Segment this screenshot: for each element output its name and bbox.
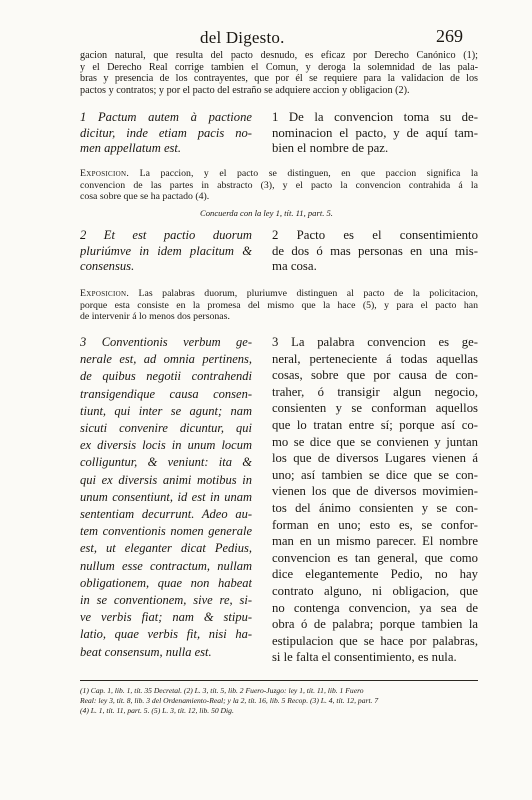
spanish-line: tos del ánimo consienten y se con- xyxy=(272,500,478,515)
latin-line: est, ut eleganter dicat Pedius, xyxy=(80,541,252,556)
spanish-line: uno; así tambien se dice que se con- xyxy=(272,467,478,482)
latin-line: ve verbis fiat; nam & stipu- xyxy=(80,610,252,625)
latin-line: 2 Et est pactio duorum xyxy=(80,228,252,242)
latin-text-3 xyxy=(80,334,252,661)
footnote-line: (1) Cap. 1, lib. 1, tít. 35 Decretal. (2) L. 3, tít. 5, lib. 2 Fuero-Juzgo: ley 1, tít. 11, lib. 1 Fuero xyxy=(80,686,364,695)
page-header xyxy=(0,26,532,52)
latin-line: sicuti convenire dicuntur, qui xyxy=(80,421,252,436)
spanish-text-1 xyxy=(272,110,478,157)
latin-line: 1 Pactum autem à pactione xyxy=(80,110,252,124)
latin-line: nerale est, ad omnia pertinens, xyxy=(80,352,252,367)
spanish-text-3 xyxy=(272,334,478,666)
exposicion-label: Exposicion. xyxy=(80,288,130,299)
exposicion-text: porque esta consiste en la promesa del mismo que la hace (5), y para el pacto han xyxy=(80,299,478,311)
spanish-line: que lo tratan entre sí; porque así co- xyxy=(272,417,478,432)
exposicion-text: Las palabras duorum, pluriumve distinguen al pacto de la policitacion, xyxy=(129,288,478,299)
spanish-line: los que de diversos Lugares vienen á xyxy=(272,451,478,466)
latin-line: de quibus negotii contrahendi xyxy=(80,369,252,384)
spanish-line: neral, perteneciente á todas aquellas xyxy=(272,351,478,366)
exposicion-text: de intervenir á lo menos dos personas. xyxy=(80,311,230,323)
spanish-line: nominacion el pacto, y de aquí tam- xyxy=(272,125,478,140)
latin-line: ex diversis locis in unum locum xyxy=(80,438,252,453)
latin-line: sententiam decurrunt. Adeo au- xyxy=(80,507,252,522)
page-number: 269 xyxy=(436,26,463,46)
latin-text-1 xyxy=(80,110,252,157)
latin-line: colliguntur, & veniunt: ita & xyxy=(80,455,252,470)
latin-line: unum consentiunt, id est in unam xyxy=(80,489,252,504)
spanish-line: 1 De la convencion toma su de- xyxy=(272,110,478,124)
spanish-line: 3 La palabra convencion es ge- xyxy=(272,335,478,349)
latin-text-2 xyxy=(80,228,252,275)
footnote-line: (4) L. 1, tít. 11, part. 5. (5) L. 3, tít. 12, lib. 50 Dig. xyxy=(80,706,234,715)
spanish-line: 2 Pacto es el consentimiento xyxy=(272,228,478,242)
running-title: del Digesto. xyxy=(200,28,285,47)
latin-line: obligationem, quae non habeat xyxy=(80,575,252,590)
exposicion-label: Exposicion. xyxy=(80,168,130,179)
spanish-line: si le falta el consentimiento, es nula. xyxy=(272,650,457,665)
spanish-line: estipulacion que se hace por palabras, xyxy=(272,633,478,648)
latin-line: men appellatum est. xyxy=(80,141,182,156)
spanish-line: de dos ó mas personas en una mis- xyxy=(272,243,478,258)
spanish-line: vienen los que de diversos movimien- xyxy=(272,484,478,499)
latin-line: 3 Conventionis verbum ge- xyxy=(80,335,252,349)
latin-line: latio, quae verbis fit, nisi ha- xyxy=(80,627,252,642)
spanish-text-2 xyxy=(272,228,478,275)
spanish-line: dice elegantemente Pedio, no hay xyxy=(272,567,478,582)
latin-line: beat consensum, nulla est. xyxy=(80,644,212,659)
spanish-line: no contenga convencion, ya sea de xyxy=(272,600,478,615)
latin-line: qui ex diversis animi motibus in xyxy=(80,472,252,487)
spanish-line: contrato alguno, ni obligacion, que xyxy=(272,583,478,598)
spanish-line: man en un mismo parecer. El nombre xyxy=(272,534,478,549)
exposicion-2 xyxy=(80,288,478,323)
latin-line: transigendique causa consen- xyxy=(80,386,252,401)
spanish-line: cosas, sobre que por causa de con- xyxy=(272,368,478,383)
latin-line: nullum esse contractum, nullam xyxy=(80,558,252,573)
spanish-line: consienten y se conforman aquellos xyxy=(272,401,478,416)
exposicion-text: cosa sobre que se ha pactado (4). xyxy=(80,191,210,203)
exposicion-1 xyxy=(80,168,478,203)
intro-line: y el Derecho Real corrige tambien el Comun, y deroga la solemnidad de las pala- xyxy=(80,61,478,73)
spanish-line: mo se dice que se convienen y juntan xyxy=(272,434,478,449)
spanish-line: bien el nombre de paz. xyxy=(272,141,389,156)
intro-paragraph xyxy=(80,50,478,96)
latin-line: tiunt, qui inter se agunt; nam xyxy=(80,403,252,418)
latin-line: in se conventionem, sive re, si- xyxy=(80,593,252,608)
exposicion-text: La paccion, y el pacto se distinguen, en que paccion significa la xyxy=(129,168,478,179)
footnote-rule xyxy=(80,680,478,681)
exposicion-text: convencion de las partes in abstracto (3), y el pacto la convencion contrahida á la xyxy=(80,179,478,191)
intro-line: gacion natural, que resulta del pacto desnudo, es eficaz por Derecho Canónico (1); xyxy=(80,50,478,61)
spanish-line: forman en uno; esto es, se confor- xyxy=(272,517,478,532)
spanish-line: traher, ó transigir algun negocio, xyxy=(272,384,478,399)
spanish-line: ma cosa. xyxy=(272,259,317,274)
latin-line: consensus. xyxy=(80,259,135,274)
spanish-line: obra ó de palabra; porque tambien la xyxy=(272,617,478,632)
intro-line: pactos y contratos; y por el pacto del estraño se adquiere accion y obligacion (2). xyxy=(80,84,410,96)
footnote-line: Real: ley 3, tít. 8, lib. 3 del Ordenamiento-Real; y la 2, tít. 16, lib. 5 Recop. (3) L. 4, tít. 12, part. 7 xyxy=(80,696,379,705)
concordance-note: Concuerda con la ley 1, tít. 11, part. 5. xyxy=(200,208,333,218)
spanish-line: convencion es tan general, que como xyxy=(272,550,478,565)
footnotes xyxy=(80,686,478,716)
latin-line: dicitur, inde etiam pacis no- xyxy=(80,125,252,140)
latin-line: pluriúmve in idem placitum & xyxy=(80,243,252,258)
latin-line: tem conventionis nomen generale xyxy=(80,524,252,539)
intro-line: bras y presencia de los contrayentes, que por él se requiere para la validacion de los xyxy=(80,73,478,85)
